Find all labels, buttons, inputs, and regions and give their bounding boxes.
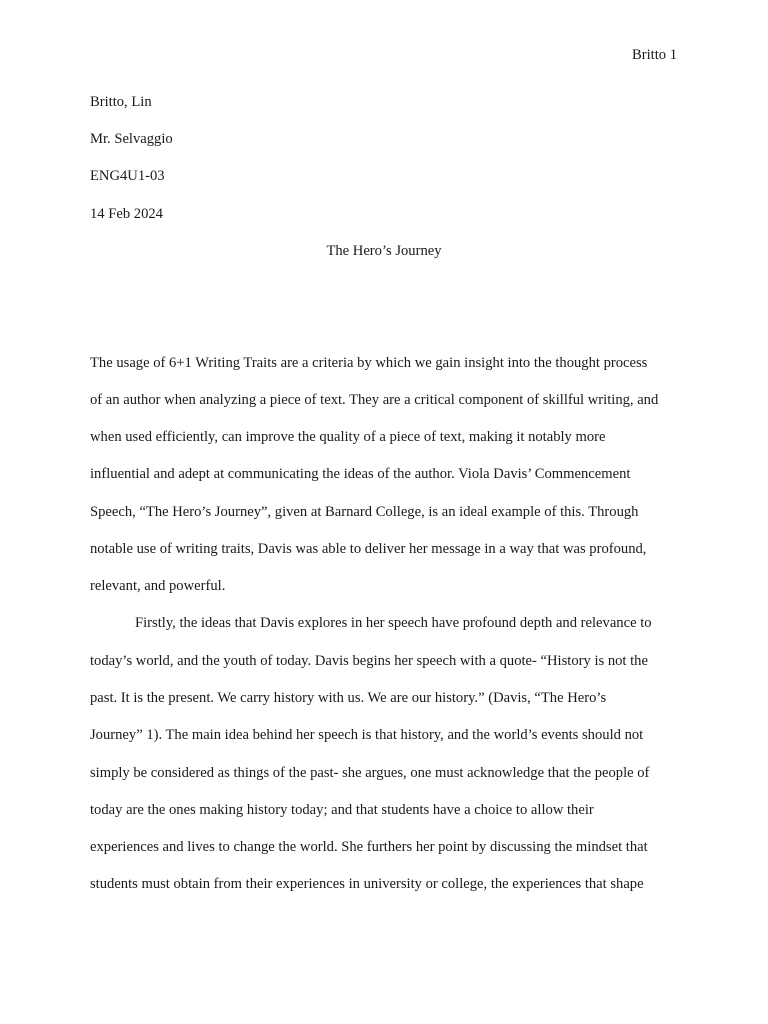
body-line: simply be considered as things of the past- she argues, one must acknowledge that the people of <box>90 765 650 781</box>
body-line: experiences and lives to change the world. She furthers her point by discussing the mindset that <box>90 839 648 855</box>
date: 14 Feb 2024 <box>90 205 163 222</box>
body-line: today are the ones making history today; and that students have a choice to allow their <box>90 802 594 818</box>
body-line: The usage of 6+1 Writing Traits are a criteria by which we gain insight into the thought process <box>90 355 648 371</box>
mla-heading <box>90 93 678 242</box>
student-name: Britto, Lin <box>90 94 152 110</box>
course-code: ENG4U1-03 <box>90 168 165 185</box>
body-line: influential and adept at communicating the ideas of the author. Viola Davis’ Commencement <box>90 466 631 482</box>
body-line: students must obtain from their experiences in university or college, the experiences that shape <box>90 876 644 892</box>
body-line: when used efficiently, can improve the quality of a piece of text, making it notably more <box>90 429 606 445</box>
body-line: Journey” 1). The main idea behind her speech is that history, and the world’s events should not <box>90 727 644 743</box>
body-line: past. It is the present. We carry history with us. We are our history.” (Davis, “The Hero’s <box>90 690 607 706</box>
document-title: The Hero’s Journey <box>326 243 442 259</box>
running-head-page-number: Britto 1 <box>632 47 677 63</box>
body-line: relevant, and powerful. <box>90 578 226 594</box>
body-line: of an author when analyzing a piece of text. They are a critical component of skillful writing, and <box>90 392 659 408</box>
body-line: today’s world, and the youth of today. Davis begins her speech with a quote- “History is not the <box>90 653 648 669</box>
body-line: Speech, “The Hero’s Journey”, given at Barnard College, is an ideal example of this. Through <box>90 504 639 520</box>
teacher-name: Mr. Selvaggio <box>90 131 173 148</box>
body-line: Firstly, the ideas that Davis explores in her speech have profound depth and relevance to <box>135 615 652 631</box>
body-line: notable use of writing traits, Davis was able to deliver her message in a way that was profound, <box>90 541 647 557</box>
